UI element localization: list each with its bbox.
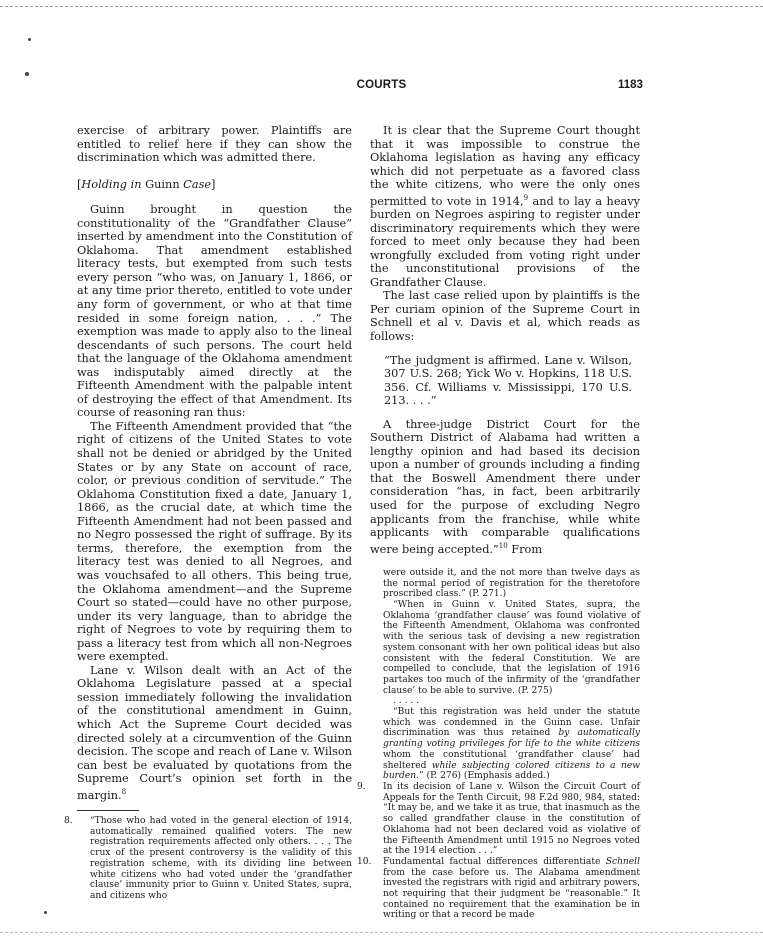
paragraph-fifteenth-amendment: The Fifteenth Amendment provided that “the right of citizens of the United States to vote shall not be denied or abridged by the United States or by any State on account of race, color, or previous condition of servitude.” The Oklahoma Constitution fixed a date, January 1, 1866, as the crucial date, at which time the Fifteenth Amendment had not been passed and no Negro possessed the right of suffrage. By its terms, therefore, the exemption from the literacy test was denied to all Negroes, and was vouchsafed to all others. This being true, the Oklahoma amendment—and the Supreme Court so stated—could have no other purpose, under its very language, than to abridge the right of Negroes to vote by requiring them to pass a literacy test from which all non-Negroes were exempted. <box>77 419 352 664</box>
footnote-ref-9: 9 <box>523 193 529 202</box>
paragraph-three-judge-court: A three-judge District Court for the Southern District of Alabama had written a lengthy opinion and had based its decision upon a number of grounds including a finding that the Boswell Amendment there under consideration “has, in fact, been arbitrarily used for the purpose of excluding Negro applicants from the franchise, while white applicants with comparable qualifications were being accepted.”$^{10}$ From <box>370 417 640 556</box>
paragraph-supreme-court-thought: It is clear that the Supreme Court thought that it was impossible to construe the Oklahoma legislation as having any efficacy which did not perpetuate as a favored class the white citizens, who were the only ones permitted to vote in 1914,$^9$ and to lay a heavy burden on Negroes aspiring to register under discriminatory requirements which they were forced to meet only because they had been wrongfully excluded from voting right under the unconstitutional provisions of the Grandfather Clause. <box>370 124 640 289</box>
paragraph-lane-v-wilson: Lane v. Wilson dealt with an Act of the Oklahoma Legislature passed at a special session immediately following the invalidation of the constitutional amendment in Guinn, which Act the Supreme Court decided was directed solely at a circumvention of the Guinn decision. The scope and reach of Lane v. Wilson can best be evaluated by quotations from the Supreme Court’s opinion set forth in the margin.$^8$ <box>77 663 352 802</box>
scan-speck <box>28 38 31 41</box>
footnote-10-number: 10. <box>357 856 372 867</box>
footnote-ref-8: 8 <box>121 787 127 796</box>
bottom-dashed-border <box>0 932 763 933</box>
footnote-8-quote-registration: “But this registration was held under the statute which was condemned in the Guinn case. Unfair discrimination was thus retained by automatically granting voting privileges for life to the white citizens whom the constitutional ‘grandfather clause’ had sheltered while subjecting colored citizens to a new burden.” (P. 276) (Emphasis added.) <box>383 707 640 782</box>
scan-speck <box>25 72 29 76</box>
footnotes-right <box>357 567 640 921</box>
left-column <box>64 124 352 902</box>
footnote-8-number: 8. <box>64 816 73 827</box>
footnote-8: 8. “Those who had voted in the general election of 1914, automatically remained qualified voters. The new registration requirements affected only others. . . . The crux of the present controversy is the validity of this registration scheme, with its dividing line between white citizens who had voted under the ‘grandfather clause’ immunity prior to Guinn v. United States, supra, and citizens who <box>64 816 352 901</box>
top-dashed-border <box>0 6 763 7</box>
footnote-divider <box>77 810 139 811</box>
page-number: 1183 <box>618 79 643 91</box>
paragraph-last-case: The last case relied upon by plaintiffs is the Per curiam opinion of the Supreme Court in Schnell et al v. Davis et al, which reads as follows: <box>370 289 640 343</box>
block-quote: “The judgment is affirmed. Lane v. Wilson, 307 U.S. 268; Yick Wo v. Hopkins, 118 U.S. 356. Cf. Williams v. Mississippi, 170 U.S. 213. . . .” <box>384 353 632 408</box>
footnotes-left <box>64 816 352 902</box>
footnote-8-continued: were outside it, and the not more than twelve days as the normal period of registration for the theretofore proscribed class.” (P. 271.) <box>383 567 640 600</box>
footnote-9-number: 9. <box>357 782 366 792</box>
section-heading: [Holding in Guinn Case] <box>77 177 216 191</box>
paragraph-guinn: Guinn brought in question the constitutionality of the “Grandfather Clause” inserted by amendment into the Constitution of Oklahoma. That amendment established literacy tests, but exempted from such tests every person “who was, on January 1, 1866, or at any time prior thereto, entitled to vote under any form of government, or who at that time resided in some foreign nation, . . .” The exemption was made to apply also to the lineal descendants of such persons. The court held that the language of the Oklahoma amendment was indisputably aimed directly at the Fifteenth Amendment with the palpable intent of destroying the effect of that Amendment. Its course of reasoning ran thus: <box>77 203 352 420</box>
footnote-8-ellipsis: . . . . . <box>393 696 420 707</box>
footnote-8-quote-guinn: “When in Guinn v. United States, supra, the Oklahoma ‘grandfather clause’ was found violative of the Fifteenth Amendment, Oklahoma was confronted with the serious task of devising a new registration system consonant with her own political ideas but also consistent with the federal Constitution. We are compelled to conclude, that the legislation of 1916 partakes too much of the infirmity of the ‘grandfather clause’ to be able to survive. (P. 275) <box>383 600 640 696</box>
footnote-ref-10: 10 <box>498 541 508 550</box>
right-column <box>357 124 640 921</box>
footnote-9: 9. In its decision of Lane v. Wilson the Circuit Court of Appeals for the Tenth Circuit, 98 F.2d 980, 984, stated: “It may be, and we take it as true, that inasmuch as the so called grandfather clause in the constitution of Oklahoma had not been declared void as violative of the Fifteenth Amendment until 1915 no Negroes voted at the 1914 election . . .” <box>357 782 640 857</box>
running-header-title: COURTS <box>356 79 407 91</box>
footnote-10: 10. Fundamental factual differences differentiate Schnell from the case before us. The Alabama amendment invested the registrars with rigid and arbitrary powers, not requiring that their judgment be “reasonable.” It contained no requirement that the examination be in writing or that a record be made <box>357 856 640 921</box>
paragraph-continuation: exercise of arbitrary power. Plaintiffs are entitled to relief here if they can show the discrimination which was admitted there. <box>77 124 352 165</box>
scan-speck <box>44 911 47 914</box>
footnote-divider <box>370 563 432 564</box>
